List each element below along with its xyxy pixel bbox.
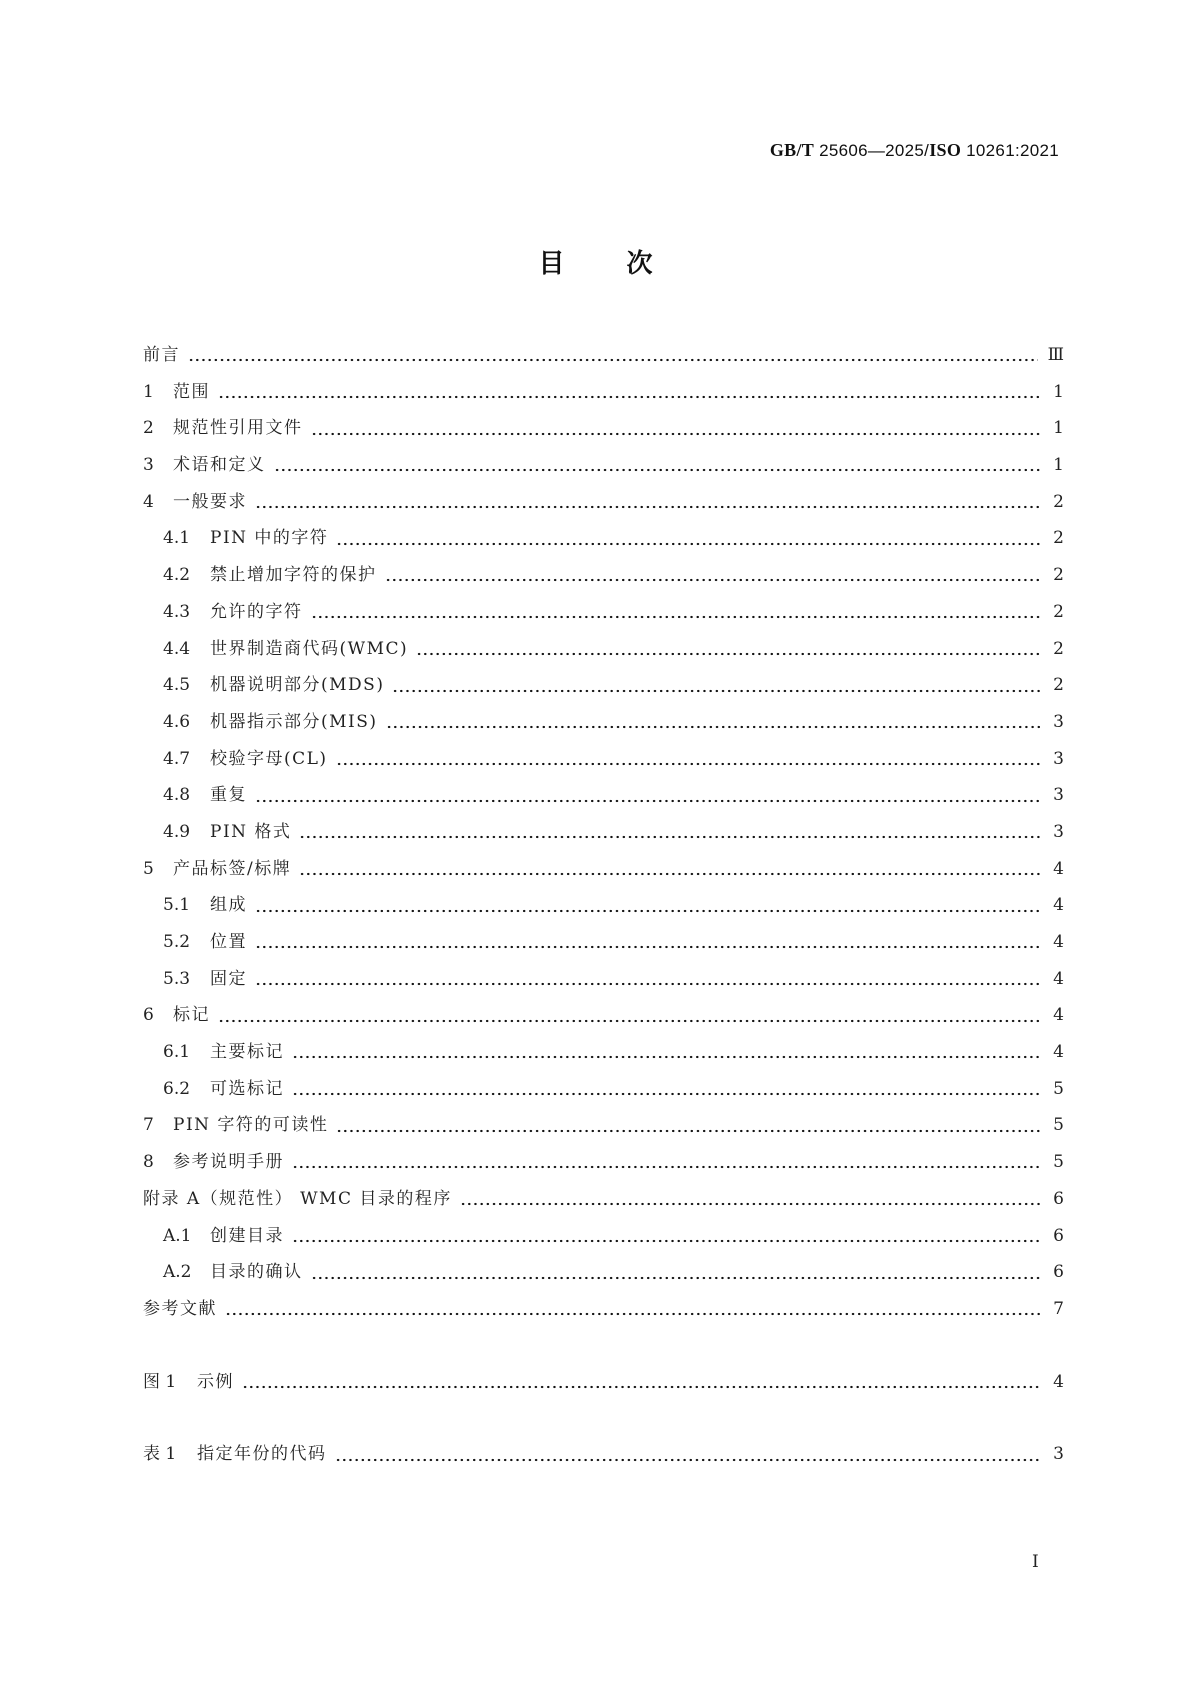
toc-entry-number: 4.4 bbox=[163, 638, 191, 659]
spacer bbox=[143, 1403, 1064, 1439]
toc-entry[interactable] bbox=[143, 340, 1064, 377]
toc-entry-number: 2 bbox=[143, 418, 154, 439]
toc-entry-number: 5 bbox=[143, 858, 154, 879]
toc-entry-number: 5.2 bbox=[163, 932, 191, 952]
toc-entry-label: 位置 bbox=[210, 932, 247, 952]
dot-leader bbox=[292, 1091, 1040, 1097]
toc-entry-label: 前言 bbox=[143, 345, 180, 365]
toc-entry-label: 范围 bbox=[173, 381, 210, 402]
iso-prefix: ISO bbox=[929, 140, 962, 160]
dot-leader bbox=[292, 1164, 1040, 1170]
toc-entry-page: 4 bbox=[1053, 895, 1064, 916]
dot-leader bbox=[218, 394, 1040, 400]
toc-entry-page: 5 bbox=[1053, 1115, 1064, 1136]
toc-entry-number: 图 1 bbox=[143, 1371, 177, 1392]
toc-entry[interactable] bbox=[143, 1184, 1064, 1221]
toc-entry-number: 7 bbox=[143, 1115, 154, 1136]
dot-leader bbox=[242, 1384, 1040, 1390]
dot-leader bbox=[292, 1054, 1040, 1060]
dot-leader bbox=[311, 1275, 1041, 1281]
toc-entry-page: 2 bbox=[1053, 528, 1064, 549]
toc-entry-number: 1 bbox=[143, 381, 154, 402]
toc-entry-page: 3 bbox=[1053, 821, 1064, 842]
dot-leader bbox=[292, 1238, 1040, 1244]
toc-entry-page: 6 bbox=[1053, 1262, 1064, 1283]
toc-entry[interactable] bbox=[143, 1439, 1064, 1476]
toc-entry-page: 3 bbox=[1053, 785, 1064, 806]
toc-entry-label: 创建目录 bbox=[210, 1225, 284, 1246]
toc-entry-page: 6 bbox=[1053, 1188, 1064, 1209]
toc-entry-number: 5.1 bbox=[163, 895, 191, 916]
toc-entry-page: 1 bbox=[1053, 455, 1064, 476]
toc-entry-page: 6 bbox=[1053, 1225, 1064, 1246]
toc-entry-label: 校验字母(CL) bbox=[210, 748, 328, 769]
toc-entry-number: 4.6 bbox=[163, 711, 191, 732]
dot-leader bbox=[274, 467, 1041, 473]
toc-entry-number: 6 bbox=[143, 1005, 154, 1026]
toc-entry-label: 参考文献 bbox=[143, 1298, 217, 1319]
dot-leader bbox=[218, 1018, 1040, 1024]
toc-entry-label: 标记 bbox=[173, 1005, 210, 1026]
toc-entry-page: 3 bbox=[1053, 748, 1064, 769]
toc-entry-page: 7 bbox=[1053, 1298, 1064, 1319]
toc-entry-number: 4.5 bbox=[163, 675, 191, 696]
toc-entry[interactable] bbox=[143, 780, 1064, 817]
toc-entry-label: 机器指示部分(MIS) bbox=[210, 711, 378, 732]
toc-entry[interactable] bbox=[143, 377, 1064, 414]
toc-entry-page: 2 bbox=[1053, 491, 1064, 512]
toc-entry-label: 主要标记 bbox=[210, 1042, 284, 1063]
dot-leader bbox=[336, 541, 1040, 547]
standard-number: 25606—2025/ bbox=[819, 141, 930, 160]
toc-entry-number: 4.7 bbox=[163, 748, 191, 769]
toc-entry[interactable] bbox=[143, 1074, 1064, 1111]
toc-entry[interactable] bbox=[143, 927, 1064, 964]
toc-entry-label: 组成 bbox=[210, 895, 247, 916]
toc-entry-page: 2 bbox=[1053, 601, 1064, 622]
dot-leader bbox=[386, 724, 1040, 730]
toc-entry-page: 5 bbox=[1053, 1078, 1064, 1099]
dot-leader bbox=[311, 431, 1041, 437]
toc-entry-number: A.2 bbox=[163, 1262, 192, 1283]
toc-entry-page: 3 bbox=[1053, 1444, 1064, 1465]
toc-entry[interactable] bbox=[143, 707, 1064, 744]
toc-entry-label: PIN 中的字符 bbox=[210, 528, 329, 549]
toc-entry-label: PIN 字符的可读性 bbox=[173, 1115, 329, 1136]
toc-entry[interactable] bbox=[143, 744, 1064, 781]
toc-entry-number: 表 1 bbox=[143, 1444, 177, 1465]
toc-entry[interactable] bbox=[143, 597, 1064, 634]
toc-entry-number: A.1 bbox=[163, 1225, 192, 1246]
toc-entry-number: 8 bbox=[143, 1152, 154, 1173]
toc-entry-label: 附录 A（规范性） WMC 目录的程序 bbox=[143, 1188, 452, 1209]
standard-prefix: GB/T bbox=[769, 140, 815, 160]
toc-entry-label: 固定 bbox=[210, 968, 247, 989]
dot-leader bbox=[255, 504, 1040, 510]
standard-code bbox=[770, 140, 1059, 161]
dot-leader bbox=[385, 577, 1041, 583]
toc-entry-label: 目录的确认 bbox=[210, 1262, 303, 1283]
toc-entry-number: 4 bbox=[143, 491, 154, 512]
dot-leader bbox=[188, 357, 1038, 363]
toc-entry[interactable] bbox=[143, 560, 1064, 597]
dot-leader bbox=[299, 871, 1040, 877]
toc-entry-page: 3 bbox=[1053, 711, 1064, 732]
toc-entry-number: 4.9 bbox=[163, 821, 191, 842]
dot-leader bbox=[255, 908, 1040, 914]
dot-leader bbox=[311, 614, 1041, 620]
toc-entry-label: 重复 bbox=[210, 785, 247, 806]
toc-entry[interactable] bbox=[143, 413, 1064, 450]
toc-entry-page: 2 bbox=[1053, 565, 1064, 586]
toc-entry[interactable] bbox=[143, 450, 1064, 487]
toc-entry-number: 4.8 bbox=[163, 785, 191, 806]
toc-entry-page: 2 bbox=[1053, 675, 1064, 696]
toc-entry[interactable] bbox=[143, 1147, 1064, 1184]
toc-entry[interactable] bbox=[143, 1037, 1064, 1074]
toc-entry-label: 指定年份的代码 bbox=[197, 1444, 327, 1465]
toc-entry[interactable] bbox=[143, 964, 1064, 1001]
toc-entry-label: 产品标签/标牌 bbox=[173, 858, 292, 879]
toc-entry-page: Ⅲ bbox=[1047, 345, 1064, 365]
toc-entry-label: 一般要求 bbox=[173, 491, 247, 512]
toc-entry-number: 4.1 bbox=[163, 528, 191, 549]
toc-entry[interactable] bbox=[143, 1367, 1064, 1404]
dot-leader bbox=[335, 1457, 1041, 1463]
iso-number: 10261:2021 bbox=[966, 141, 1059, 160]
toc-entry-page: 4 bbox=[1053, 858, 1064, 879]
toc-entry[interactable] bbox=[143, 487, 1064, 524]
dot-leader bbox=[460, 1201, 1040, 1207]
toc-entry-page: 4 bbox=[1053, 932, 1064, 952]
toc-entry-page: 4 bbox=[1053, 968, 1064, 989]
dot-leader bbox=[255, 944, 1040, 950]
toc-entry-label: 禁止增加字符的保护 bbox=[210, 565, 377, 586]
toc-entry-label: 机器说明部分(MDS) bbox=[210, 675, 385, 696]
toc-entry-number: 6.1 bbox=[163, 1042, 191, 1063]
dot-leader bbox=[225, 1311, 1040, 1317]
toc-entry-number: 6.2 bbox=[163, 1078, 191, 1099]
dot-leader bbox=[392, 688, 1040, 694]
toc-entry-page: 4 bbox=[1053, 1005, 1064, 1026]
toc-entry[interactable] bbox=[143, 523, 1064, 560]
toc-entry-label: PIN 格式 bbox=[210, 821, 292, 842]
toc-entry[interactable] bbox=[143, 817, 1064, 854]
toc-entry[interactable] bbox=[143, 1221, 1064, 1258]
toc-entry-page: 1 bbox=[1053, 381, 1064, 402]
toc-entry-page: 2 bbox=[1053, 638, 1064, 659]
dot-leader bbox=[336, 1128, 1040, 1134]
toc-entry-page: 4 bbox=[1053, 1371, 1064, 1392]
toc-entry-label: 规范性引用文件 bbox=[173, 418, 303, 439]
page-title: 目次 bbox=[538, 249, 715, 279]
toc-entry-label: 参考说明手册 bbox=[173, 1152, 284, 1173]
toc-entry-label: 允许的字符 bbox=[210, 601, 303, 622]
toc-entry-page: 5 bbox=[1053, 1152, 1064, 1173]
toc-entry-label: 术语和定义 bbox=[173, 455, 266, 476]
toc-entry-label: 示例 bbox=[197, 1371, 234, 1392]
toc-entry-page: 1 bbox=[1053, 418, 1064, 439]
dot-leader bbox=[299, 834, 1040, 840]
toc-entry-number: 3 bbox=[143, 455, 154, 476]
toc-entry[interactable] bbox=[143, 634, 1064, 671]
footer-page-number: Ⅰ bbox=[1032, 1552, 1039, 1572]
toc-entry-number: 5.3 bbox=[163, 968, 191, 989]
toc-entry-page: 4 bbox=[1053, 1042, 1064, 1063]
toc-entry-number: 4.3 bbox=[163, 601, 191, 622]
toc-entry[interactable] bbox=[143, 854, 1064, 891]
toc-entry[interactable] bbox=[143, 1110, 1064, 1147]
dot-leader bbox=[416, 651, 1040, 657]
toc-entry[interactable] bbox=[143, 1294, 1064, 1331]
toc-entry-number: 4.2 bbox=[163, 565, 191, 586]
dot-leader bbox=[336, 761, 1040, 767]
toc-entry-label: 可选标记 bbox=[210, 1078, 284, 1099]
toc-entry[interactable] bbox=[143, 890, 1064, 927]
dot-leader bbox=[255, 981, 1040, 987]
dot-leader bbox=[255, 798, 1040, 804]
toc-entry[interactable] bbox=[143, 1257, 1064, 1294]
table-of-contents bbox=[143, 340, 1064, 1476]
spacer bbox=[143, 1331, 1064, 1367]
toc-entry-label: 世界制造商代码(WMC) bbox=[210, 638, 409, 659]
toc-entry[interactable] bbox=[143, 670, 1064, 707]
toc-entry[interactable] bbox=[143, 1000, 1064, 1037]
